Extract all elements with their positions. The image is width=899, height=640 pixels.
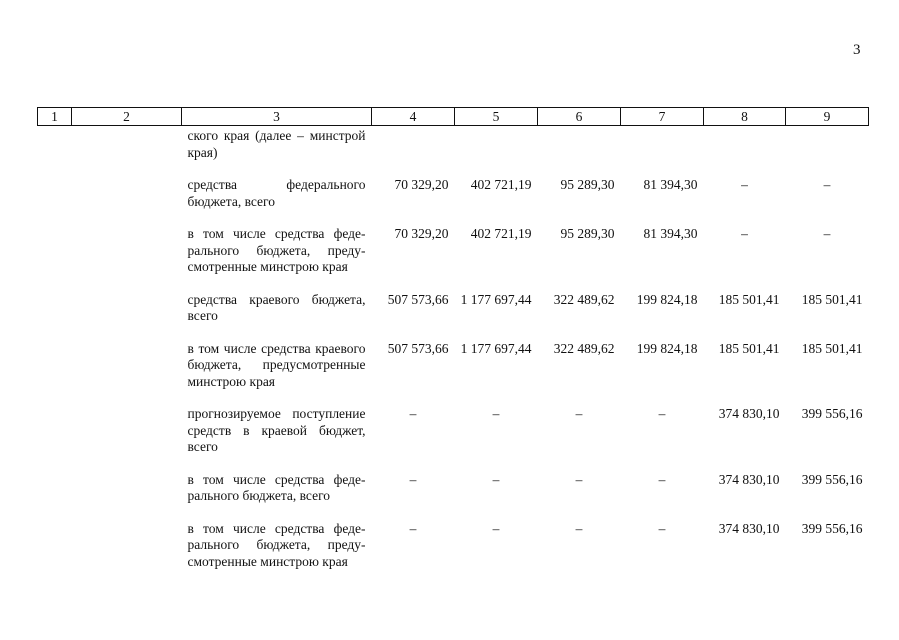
cell-col-5: 1 177 697,44 bbox=[460, 291, 532, 307]
cell-col-1 bbox=[38, 406, 72, 472]
cell-col-1 bbox=[38, 521, 72, 571]
cell-col-1 bbox=[38, 472, 72, 521]
cell-col-4: – bbox=[409, 406, 417, 421]
row-description: в том числе средства федерального бюджета, предусмотренные минстрою края bbox=[187, 226, 366, 274]
cell-col-9: – bbox=[823, 226, 831, 241]
row-description: в том числе средства федерального бюджета, всего bbox=[187, 471, 366, 503]
cell-col-7: 199 824,18 bbox=[636, 340, 698, 356]
table-row bbox=[38, 292, 869, 341]
table-body bbox=[38, 126, 869, 571]
header-col-1: 1 bbox=[38, 108, 72, 126]
header-col-2: 2 bbox=[72, 108, 182, 126]
cell-col-8 bbox=[704, 126, 786, 178]
cell-col-1 bbox=[38, 341, 72, 407]
table-row bbox=[38, 521, 869, 571]
cell-col-1 bbox=[38, 126, 72, 178]
cell-col-9: 185 501,41 bbox=[801, 340, 863, 356]
cell-col-2 bbox=[72, 292, 182, 341]
header-col-6: 6 bbox=[538, 108, 621, 126]
header-col-7: 7 bbox=[621, 108, 704, 126]
cell-col-6: – bbox=[575, 471, 583, 487]
table-row bbox=[38, 472, 869, 521]
table-row bbox=[38, 226, 869, 292]
cell-col-1 bbox=[38, 292, 72, 341]
cell-col-6: 322 489,62 bbox=[553, 291, 615, 307]
row-description: прогнозируемое поступление средств в краевой бюджет, всего bbox=[187, 406, 366, 454]
table-row bbox=[38, 126, 869, 178]
table-header bbox=[38, 108, 869, 126]
row-description: средства федерального бюджета, всего bbox=[187, 177, 366, 209]
cell-col-2 bbox=[72, 177, 182, 226]
table-row bbox=[38, 177, 869, 226]
cell-col-6: 95 289,30 bbox=[560, 226, 615, 241]
cell-col-8: 185 501,41 bbox=[718, 291, 780, 307]
cell-col-7: 199 824,18 bbox=[636, 291, 698, 307]
cell-col-1 bbox=[38, 177, 72, 226]
cell-col-4: – bbox=[409, 520, 417, 536]
cell-col-8: 374 830,10 bbox=[718, 406, 780, 421]
cell-col-4 bbox=[372, 126, 455, 178]
row-description: в том числе средства федерального бюджета, предусмотренные минстрою края bbox=[187, 520, 366, 569]
page-number: 3 bbox=[853, 42, 861, 58]
cell-col-7: 81 394,30 bbox=[643, 226, 698, 241]
cell-col-4: – bbox=[409, 471, 417, 487]
row-description: средства краевого бюджета, всего bbox=[187, 291, 366, 323]
header-col-4: 4 bbox=[372, 108, 455, 126]
row-description: ского края (далее – минстрой края) bbox=[187, 128, 366, 160]
cell-col-6: 322 489,62 bbox=[553, 340, 615, 356]
cell-col-2 bbox=[72, 521, 182, 571]
cell-col-9: 399 556,16 bbox=[801, 520, 863, 536]
cell-col-6: – bbox=[575, 406, 583, 421]
cell-col-5: – bbox=[492, 471, 500, 487]
row-description: в том числе средства краевого бюджета, предусмотренные минстрою края bbox=[187, 340, 366, 389]
cell-col-6: 95 289,30 bbox=[560, 177, 615, 192]
cell-col-7: 81 394,30 bbox=[643, 177, 698, 192]
cell-col-2 bbox=[72, 226, 182, 292]
cell-col-7: – bbox=[658, 406, 666, 421]
cell-col-2 bbox=[72, 406, 182, 472]
cell-col-9: 185 501,41 bbox=[801, 291, 863, 307]
header-col-5: 5 bbox=[455, 108, 538, 126]
budget-table bbox=[37, 107, 869, 570]
cell-col-1 bbox=[38, 226, 72, 292]
cell-col-4: 507 573,66 bbox=[387, 340, 449, 356]
cell-col-5: – bbox=[492, 520, 500, 536]
cell-col-8: 374 830,10 bbox=[718, 520, 780, 536]
cell-col-4: 70 329,20 bbox=[394, 226, 449, 241]
cell-col-5: 402 721,19 bbox=[470, 226, 532, 241]
header-col-8: 8 bbox=[704, 108, 786, 126]
cell-col-6 bbox=[538, 126, 621, 178]
cell-col-5: – bbox=[492, 406, 500, 421]
cell-col-5 bbox=[455, 126, 538, 178]
cell-col-8: 185 501,41 bbox=[718, 340, 780, 356]
table-row bbox=[38, 341, 869, 407]
cell-col-5: 1 177 697,44 bbox=[460, 340, 532, 356]
cell-col-4: 507 573,66 bbox=[387, 291, 449, 307]
table-row bbox=[38, 406, 869, 472]
cell-col-7: – bbox=[658, 471, 666, 487]
cell-col-7 bbox=[621, 126, 704, 178]
cell-col-2 bbox=[72, 472, 182, 521]
cell-col-8: 374 830,10 bbox=[718, 471, 780, 487]
cell-col-8: – bbox=[741, 226, 748, 241]
cell-col-4: 70 329,20 bbox=[394, 177, 449, 192]
cell-col-7: – bbox=[658, 520, 666, 536]
header-col-3: 3 bbox=[182, 108, 372, 126]
cell-col-2 bbox=[72, 126, 182, 178]
cell-col-9: 399 556,16 bbox=[801, 471, 863, 487]
cell-col-5: 402 721,19 bbox=[470, 177, 532, 192]
cell-col-9 bbox=[786, 126, 869, 178]
cell-col-6: – bbox=[575, 520, 583, 536]
cell-col-8: – bbox=[741, 177, 748, 192]
cell-col-9: – bbox=[823, 177, 831, 192]
cell-col-2 bbox=[72, 341, 182, 407]
header-row bbox=[38, 108, 869, 126]
header-col-9: 9 bbox=[786, 108, 869, 126]
cell-col-9: 399 556,16 bbox=[801, 406, 863, 421]
